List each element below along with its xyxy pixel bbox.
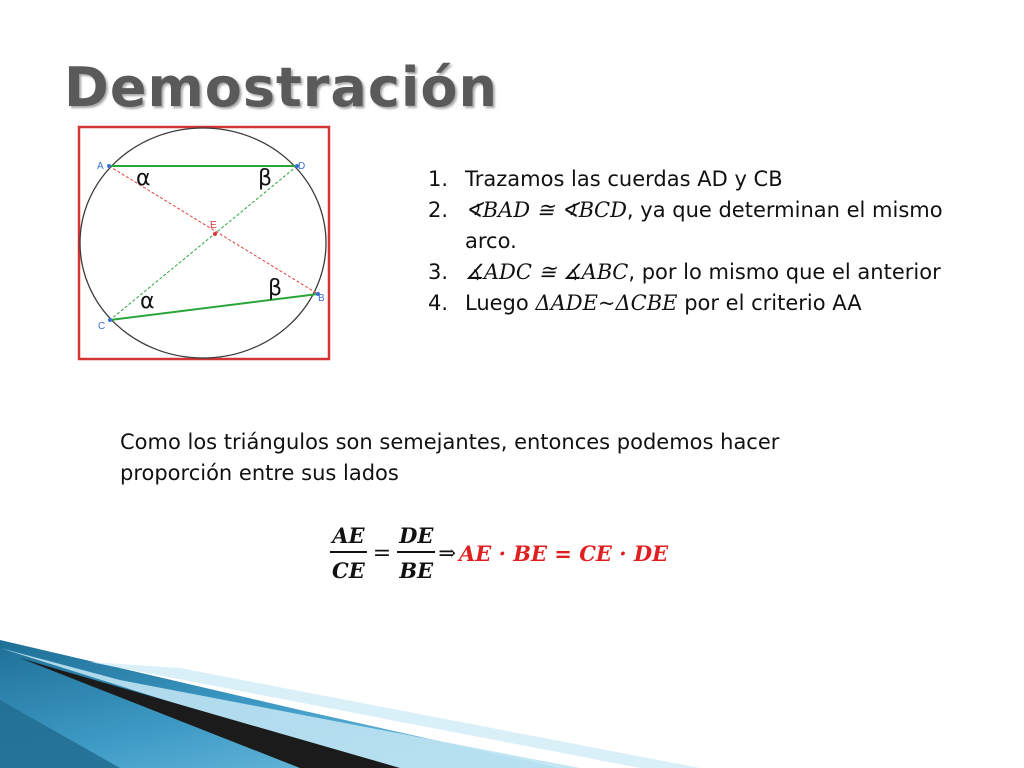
angle-beta-top: β (258, 166, 273, 191)
similarity-paragraph: Como los triángulos son semejantes, entonces podemos hacer proporción entre sus lados (120, 430, 780, 485)
step-number: 4. (428, 291, 449, 315)
step-math: ∢𝐵𝐴𝐷 ≅ ∢𝐵𝐶𝐷 (465, 198, 627, 222)
fraction-ae-ce (330, 523, 367, 583)
formula-result: AE · BE = CE · DE (459, 540, 669, 566)
step-1 (428, 164, 948, 195)
angle-alpha-bottom: α (140, 289, 155, 314)
step-text: , ya que determinan el mismo arco. (465, 198, 943, 253)
label-E: E (210, 220, 217, 231)
point-C (108, 318, 112, 322)
equals-sign: = (372, 540, 392, 566)
label-A: A (97, 161, 104, 172)
label-D: D (298, 161, 306, 172)
step-4 (428, 288, 948, 319)
step-number: 3. (428, 260, 449, 284)
step-number: 2. (428, 198, 449, 222)
decorative-corner-swoosh (0, 640, 1024, 768)
fraction-numerator: DE (399, 523, 434, 548)
step-text: por el criterio AA (677, 291, 862, 315)
step-math: Δ𝐴𝐷𝐸~Δ𝐶𝐵𝐸 (535, 291, 678, 315)
circle-chords-figure (77, 125, 331, 361)
step-text: , por lo mismo que el anterior (628, 260, 941, 284)
step-text: Trazamos las cuerdas AD y CB (465, 167, 783, 191)
step-3 (428, 257, 948, 288)
fraction-numerator: AE (332, 523, 365, 548)
angle-beta-bottom: β (268, 276, 283, 301)
proof-steps (428, 164, 948, 319)
label-C: C (98, 321, 106, 332)
step-prefix: Luego (465, 291, 536, 315)
step-2 (428, 195, 948, 257)
step-math: ∡𝐴𝐷𝐶 ≅ ∡𝐴𝐵𝐶 (465, 260, 629, 284)
step-number: 1. (428, 167, 449, 191)
fraction-de-be (397, 523, 435, 583)
angle-alpha-top: α (136, 166, 151, 191)
slide-title: Demostración (64, 56, 498, 119)
point-A (107, 164, 111, 168)
implies-arrow: ⇒ (438, 541, 456, 565)
point-E (213, 232, 217, 236)
proportion-formula (330, 518, 668, 588)
fraction-denominator: BE (399, 558, 434, 583)
label-B: B (318, 293, 325, 304)
fraction-denominator: CE (332, 558, 365, 583)
